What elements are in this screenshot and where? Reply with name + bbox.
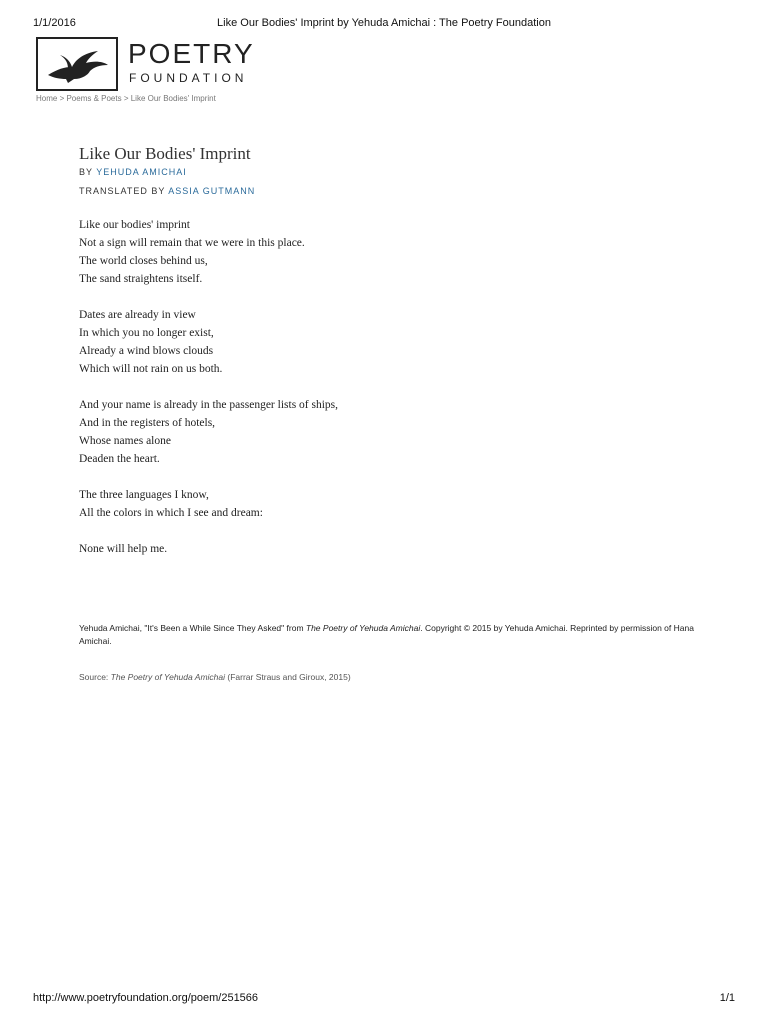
source-details: (Farrar Straus and Giroux, 2015)	[225, 672, 351, 682]
poem-line: Dates are already in view	[79, 309, 196, 321]
logo-wordmark-poetry: POETRY	[128, 38, 255, 69]
print-url[interactable]: http://www.poetryfoundation.org/poem/251566	[33, 992, 259, 1004]
logo-wordmark-foundation: FOUNDATION	[129, 71, 248, 85]
poem-line: And in the registers of hotels,	[79, 417, 216, 429]
print-page-number: 1/1	[719, 992, 735, 1004]
pegasus-icon	[44, 45, 112, 85]
byline	[79, 167, 187, 177]
poem-line: The three languages I know,	[79, 489, 209, 501]
credit-book-title: The Poetry of Yehuda Amichai	[305, 623, 421, 633]
poem-line: In which you no longer exist,	[79, 327, 214, 339]
breadcrumb-poems[interactable]: Poems & Poets	[66, 94, 122, 103]
poem-body	[79, 216, 338, 576]
poem-title: Like Our Bodies' Imprint	[79, 144, 251, 163]
by-label: BY	[79, 167, 97, 177]
print-date: 1/1/2016	[33, 17, 76, 29]
poem-line: All the colors in which I see and dream:	[79, 507, 263, 519]
poem-line: The sand straightens itself.	[79, 273, 203, 285]
stanza	[79, 486, 338, 522]
poem-line: Like our bodies' imprint	[79, 219, 190, 231]
author-link[interactable]: YEHUDA AMICHAI	[96, 167, 187, 177]
poetry-foundation-logo[interactable]	[36, 37, 266, 95]
poem-line: None will help me.	[79, 543, 168, 555]
poem-line: Already a wind blows clouds	[79, 345, 214, 357]
logo-box	[36, 37, 118, 91]
translator-link[interactable]: ASSIA GUTMANN	[168, 186, 256, 196]
translator-line	[79, 186, 255, 196]
poem-line: Not a sign will remain that we were in this place.	[79, 237, 305, 249]
breadcrumb-separator: >	[121, 94, 131, 103]
poem-line: Deaden the heart.	[79, 453, 160, 465]
stanza	[79, 396, 338, 468]
poem-line: Whose names alone	[79, 435, 171, 447]
source-book-title: The Poetry of Yehuda Amichai	[110, 672, 226, 682]
print-page-title: Like Our Bodies' Imprint by Yehuda Amichai : The Poetry Foundation	[217, 17, 551, 29]
breadcrumb	[36, 94, 216, 103]
translated-by-label: TRANSLATED BY	[79, 186, 169, 196]
breadcrumb-home[interactable]: Home	[36, 94, 58, 103]
poem-line: And your name is already in the passenger lists of ships,	[79, 399, 339, 411]
source-label: Source:	[79, 672, 111, 682]
credit-text: . Copyright © 2015 by Yehuda Amichai. Reprinted by permission of Hana Amichai.	[79, 623, 694, 646]
stanza	[79, 306, 338, 378]
stanza	[79, 216, 338, 288]
stanza	[79, 540, 338, 558]
poem-line: The world closes behind us,	[79, 255, 208, 267]
breadcrumb-separator: >	[57, 94, 67, 103]
credit-text: Yehuda Amichai, "It's Been a While Since They Asked" from	[79, 623, 306, 633]
poem-line: Which will not rain on us both.	[79, 363, 223, 375]
print-header	[33, 17, 735, 31]
breadcrumb-current: Like Our Bodies' Imprint	[130, 94, 216, 103]
copyright-credit	[79, 622, 704, 648]
source-line	[79, 672, 351, 682]
print-footer	[33, 992, 735, 1006]
